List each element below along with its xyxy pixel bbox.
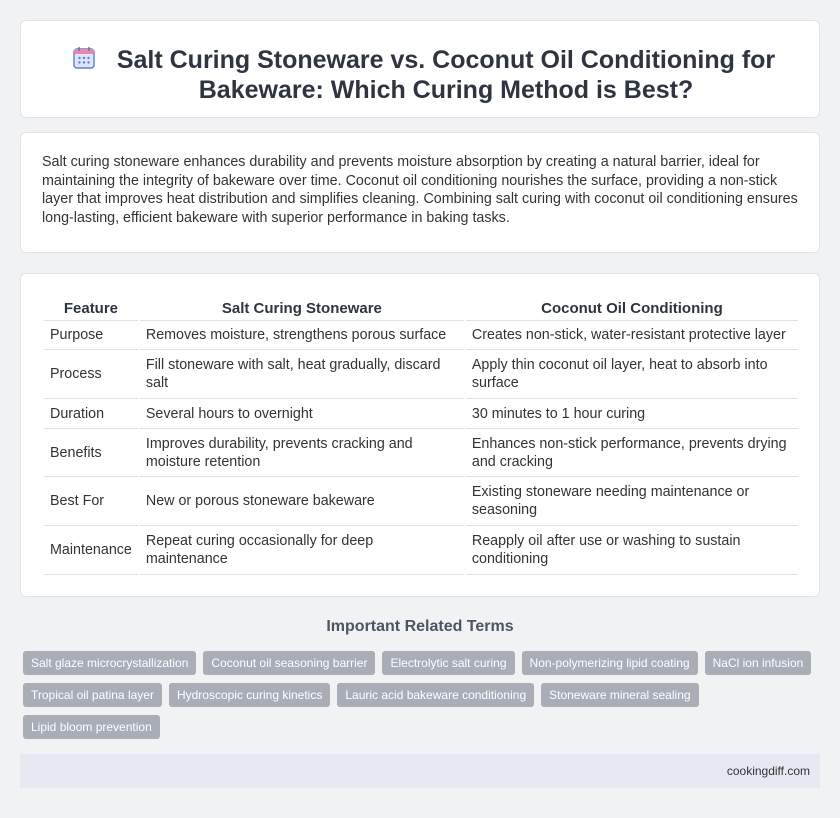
- feature-cell: Process: [44, 350, 138, 399]
- related-term-tag[interactable]: Stoneware mineral sealing: [541, 683, 698, 707]
- title-card: [20, 20, 820, 118]
- comparison-card: [20, 273, 820, 597]
- oil-cell: Creates non-stick, water-resistant protective layer: [466, 321, 798, 350]
- oil-cell: Reapply oil after use or washing to sustain conditioning: [466, 526, 798, 575]
- related-terms-list: [23, 651, 823, 739]
- table-row: [44, 399, 798, 429]
- oil-cell: Apply thin coconut oil layer, heat to absorb into surface: [466, 350, 798, 399]
- oil-cell: Existing stoneware needing maintenance or seasoning: [466, 477, 798, 526]
- related-term-tag[interactable]: Lauric acid bakeware conditioning: [337, 683, 534, 707]
- related-term-tag[interactable]: Salt glaze microcrystallization: [23, 651, 196, 675]
- table-row: [44, 429, 798, 477]
- related-term-tag[interactable]: Non-polymerizing lipid coating: [522, 651, 698, 675]
- feature-cell: Benefits: [44, 429, 138, 477]
- header-salt-curing: Salt Curing Stoneware: [140, 294, 464, 321]
- intro-paragraph: Salt curing stoneware enhances durability and prevents moisture absorption by creating a natural barrier, ideal for maintaining the integrity of bakeware over time. Coconut oil conditioning nourishes the surface, providing a non-stick layer that improves heat distribution and simplifies cleaning. Combining salt curing with coconut oil conditioning ensures long-lasting, efficient bakeware with superior performance in baking tasks.: [42, 154, 798, 226]
- oil-cell: Enhances non-stick performance, prevents drying and cracking: [466, 429, 798, 477]
- related-term-tag[interactable]: Hydroscopic curing kinetics: [169, 683, 330, 707]
- salt-cell: Removes moisture, strengthens porous surface: [140, 321, 464, 350]
- oil-cell: 30 minutes to 1 hour curing: [466, 399, 798, 429]
- table-row: [44, 477, 798, 526]
- feature-cell: Duration: [44, 399, 138, 429]
- table-header-row: [44, 294, 798, 321]
- related-terms-title: Important Related Terms: [326, 618, 514, 635]
- related-term-tag[interactable]: Tropical oil patina layer: [23, 683, 162, 707]
- intro-card: [20, 132, 820, 253]
- header-feature: Feature: [44, 294, 138, 321]
- related-term-tag[interactable]: Lipid bloom prevention: [23, 715, 160, 739]
- comparison-table: [42, 294, 800, 575]
- salt-cell: Fill stoneware with salt, heat gradually, discard salt: [140, 350, 464, 399]
- footer: [20, 754, 820, 788]
- table-row: [44, 526, 798, 575]
- salt-cell: Repeat curing occasionally for deep maintenance: [140, 526, 464, 575]
- footer-site-link[interactable]: cookingdiff.com: [726, 764, 810, 778]
- feature-cell: Maintenance: [44, 526, 138, 575]
- salt-cell: Several hours to overnight: [140, 399, 464, 429]
- feature-cell: Best For: [44, 477, 138, 526]
- header-coconut-oil: Coconut Oil Conditioning: [466, 294, 798, 321]
- page-title: Salt Curing Stoneware vs. Coconut Oil Conditioning for Bakeware: Which Curing Method is Best?: [116, 46, 776, 104]
- related-term-tag[interactable]: NaCl ion infusion: [705, 651, 812, 675]
- table-row: [44, 350, 798, 399]
- salt-cell: Improves durability, prevents cracking and moisture retention: [140, 429, 464, 477]
- table-row: [44, 321, 798, 350]
- related-term-tag[interactable]: Coconut oil seasoning barrier: [203, 651, 375, 675]
- related-term-tag[interactable]: Electrolytic salt curing: [382, 651, 514, 675]
- feature-cell: Purpose: [44, 321, 138, 350]
- salt-cell: New or porous stoneware bakeware: [140, 477, 464, 526]
